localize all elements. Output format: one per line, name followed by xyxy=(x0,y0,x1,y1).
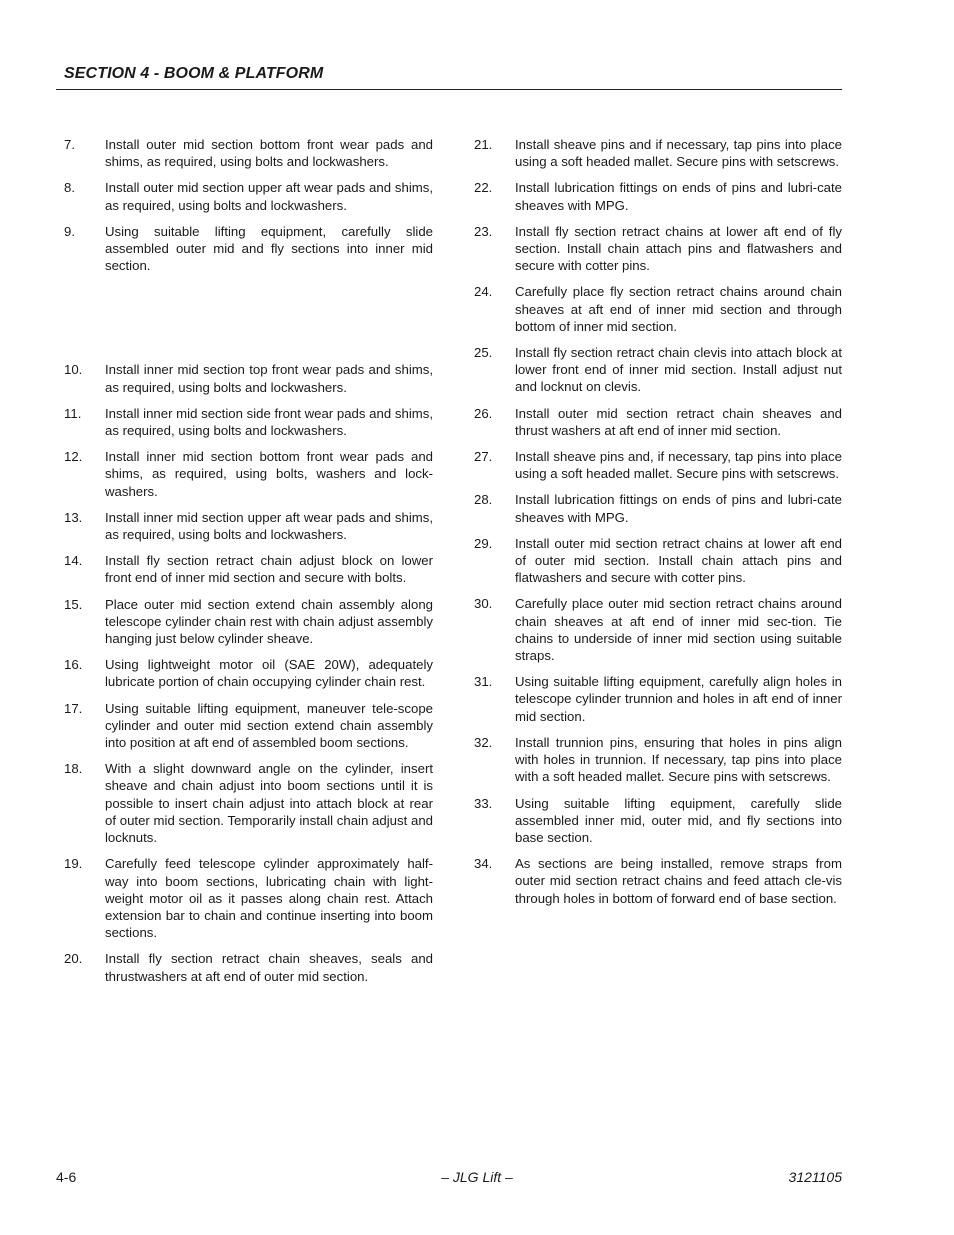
section-title: SECTION 4 - BOOM & PLATFORM xyxy=(64,65,324,82)
step-item xyxy=(474,673,842,725)
left-column xyxy=(64,136,433,994)
step-text: Install outer mid section retract chain sheaves and thrust washers at aft end of inner mid section. xyxy=(515,405,842,438)
step-item xyxy=(64,136,433,170)
step-item xyxy=(474,855,842,907)
step-number-text: 33. xyxy=(474,795,493,811)
step-item xyxy=(64,700,433,752)
step-item xyxy=(64,950,433,984)
step-text: Using lightweight motor oil (SAE 20W), adequately lubricate portion of chain occupying cylinder chain rest. xyxy=(105,657,433,690)
step-number xyxy=(64,448,105,500)
step-text: Install outer mid section retract chains at lower aft end of outer mid section. Install chain attach pins and flatwashers and secure with cotter pins. xyxy=(515,535,842,586)
right-steps xyxy=(474,136,842,907)
step-item xyxy=(64,552,433,586)
step-item xyxy=(64,855,433,941)
step-item xyxy=(64,509,433,543)
step-text: Install sheave pins and, if necessary, tap pins into place using a soft headed mallet. Secure pins with setscrews. xyxy=(515,449,842,482)
step-item xyxy=(474,223,842,275)
step-number xyxy=(64,950,105,984)
right-column xyxy=(474,136,842,916)
column-gap xyxy=(64,283,433,361)
step-item xyxy=(64,361,433,395)
step-number-text: 27. xyxy=(474,449,493,465)
step-number-text: 8. xyxy=(64,180,75,196)
step-number-text: 25. xyxy=(474,345,493,361)
step-text: Carefully place outer mid section retract chains around chain sheaves at aft end of inner mid sec-tion. Tie chains to underside of inner mid section using suitable straps. xyxy=(515,596,842,664)
step-number xyxy=(474,223,515,275)
step-text: Carefully place fly section retract chains around chain sheaves at aft end of inner mid section and through bottom of inner mid section. xyxy=(515,284,842,334)
step-number-text: 30. xyxy=(474,596,493,612)
step-text: Place outer mid section extend chain assembly along telescope cylinder chain rest with chain adjust assembly hanging just below cylinder sheave. xyxy=(105,596,433,647)
step-number-text: 32. xyxy=(474,734,493,750)
step-text: Carefully feed telescope cylinder approximately half-way into boom sections, lubricating chain with light-weight motor oil as it passes along chain rest. Attach extension bar to chain and continue inserting into boom sections. xyxy=(105,856,433,941)
step-item xyxy=(64,405,433,439)
step-number-text: 21. xyxy=(474,137,493,152)
step-item xyxy=(474,595,842,664)
step-item xyxy=(64,223,433,275)
document-number: 3121105 xyxy=(788,1169,842,1185)
step-number-text: 10. xyxy=(64,362,83,378)
step-number-text: 20. xyxy=(64,951,83,967)
step-number xyxy=(64,552,105,586)
header-rule xyxy=(56,89,842,90)
step-item xyxy=(64,596,433,648)
step-number-text: 19. xyxy=(64,856,83,872)
step-number xyxy=(474,734,515,786)
step-number xyxy=(474,855,515,907)
step-text: Install inner mid section bottom front wear pads and shims, as required, using bolts, washers and lock-washers. xyxy=(105,449,433,499)
step-number-text: 9. xyxy=(64,223,75,239)
step-text: With a slight downward angle on the cylinder, insert sheave and chain adjust into boom sections until it is possible to insert chain adjust into attach block at rear of outer mid section. Temporarily install chain adjust and locknuts. xyxy=(105,761,433,846)
step-text: Using suitable lifting equipment, carefully slide assembled outer mid and fly sections into inner mid section. xyxy=(105,223,433,274)
step-number-text: 7. xyxy=(64,137,75,152)
step-text: Using suitable lifting equipment, carefully slide assembled inner mid, outer mid, and fly sections into base section. xyxy=(515,795,842,845)
step-number xyxy=(474,535,515,587)
step-number xyxy=(474,448,515,482)
step-number xyxy=(64,509,105,543)
step-item xyxy=(474,491,842,525)
left-steps-group-b xyxy=(64,361,433,984)
step-number-text: 29. xyxy=(474,535,493,551)
step-item xyxy=(474,535,842,587)
step-number xyxy=(64,136,105,170)
left-steps-group-a xyxy=(64,136,433,274)
step-text: Install trunnion pins, ensuring that holes in pins align with holes in trunnion. If necessary, tap pins into place with a soft headed mallet. Secure pins with setscrews. xyxy=(515,734,842,785)
step-number xyxy=(64,596,105,648)
step-number-text: 12. xyxy=(64,449,83,465)
step-number-text: 17. xyxy=(64,700,83,716)
step-number xyxy=(64,223,105,275)
step-number xyxy=(64,656,105,690)
step-number xyxy=(474,595,515,664)
step-item xyxy=(64,656,433,690)
step-number xyxy=(64,700,105,752)
step-text: Install outer mid section bottom front wear pads and shims, as required, using bolts and lockwashers. xyxy=(105,137,433,170)
step-item xyxy=(474,179,842,213)
step-text: Install lubrication fittings on ends of pins and lubri-cate sheaves with MPG. xyxy=(515,492,842,525)
step-number-text: 13. xyxy=(64,509,83,525)
step-item xyxy=(64,179,433,213)
step-number-text: 11. xyxy=(64,405,82,421)
step-number xyxy=(474,179,515,213)
step-number-text: 16. xyxy=(64,657,83,673)
step-number-text: 28. xyxy=(474,492,493,508)
step-text: Install fly section retract chain sheaves, seals and thrustwashers at aft end of outer mid section. xyxy=(105,951,433,984)
step-text: Install outer mid section upper aft wear pads and shims, as required, using bolts and lockwashers. xyxy=(105,180,433,213)
step-number-text: 34. xyxy=(474,856,493,872)
step-number-text: 14. xyxy=(64,553,83,569)
step-item xyxy=(474,283,842,335)
step-number-text: 23. xyxy=(474,223,493,239)
step-item xyxy=(64,760,433,846)
step-number xyxy=(64,405,105,439)
footer-brand: – JLG Lift – xyxy=(441,1169,513,1185)
step-text: Install sheave pins and if necessary, tap pins into place using a soft headed mallet. Secure pins with setscrews. xyxy=(515,137,842,170)
step-item xyxy=(474,405,842,439)
step-item xyxy=(474,344,842,396)
step-number xyxy=(64,855,105,941)
step-number xyxy=(64,760,105,846)
step-text: As sections are being installed, remove straps from outer mid section retract chains and feed attach cle-vis through holes in bottom of forward end of base section. xyxy=(515,856,842,906)
step-number-text: 18. xyxy=(64,761,83,777)
step-number-text: 31. xyxy=(474,674,493,690)
step-text: Install fly section retract chain clevis into attach block at lower front end of inner mid section. Install adjust nut and locknut on clevis. xyxy=(515,345,842,395)
step-item xyxy=(474,795,842,847)
step-number xyxy=(474,136,515,170)
step-item xyxy=(64,448,433,500)
step-number-text: 26. xyxy=(474,405,493,421)
step-item xyxy=(474,734,842,786)
step-text: Using suitable lifting equipment, carefully align holes in telescope cylinder trunnion and holes in aft end of inner mid section. xyxy=(515,674,842,724)
step-item xyxy=(474,448,842,482)
step-text: Install inner mid section side front wear pads and shims, as required, using bolts and lockwashers. xyxy=(105,405,433,439)
step-number xyxy=(474,344,515,396)
page-number: 4-6 xyxy=(56,1169,77,1185)
step-text: Install fly section retract chains at lower aft end of fly section. Install chain attach pins and flatwashers and secure with cotter pins. xyxy=(515,223,842,274)
step-text: Install lubrication fittings on ends of pins and lubri-cate sheaves with MPG. xyxy=(515,180,842,213)
step-number xyxy=(64,361,105,395)
step-number xyxy=(474,795,515,847)
step-text: Install inner mid section upper aft wear pads and shims, as required, using bolts and lockwashers. xyxy=(105,509,433,543)
step-item xyxy=(474,136,842,170)
step-text: Install inner mid section top front wear pads and shims, as required, using bolts and lockwashers. xyxy=(105,362,433,395)
step-number-text: 22. xyxy=(474,180,493,196)
step-number xyxy=(474,283,515,335)
step-text: Using suitable lifting equipment, maneuver tele-scope cylinder and outer mid section extend chain assembly into position at aft end of assembled boom sections. xyxy=(105,700,433,751)
step-text: Install fly section retract chain adjust block on lower front end of inner mid section and secure with bolts. xyxy=(105,553,433,586)
step-number xyxy=(474,491,515,525)
step-number xyxy=(474,673,515,725)
step-number xyxy=(64,179,105,213)
step-number-text: 15. xyxy=(64,596,83,612)
step-number xyxy=(474,405,515,439)
step-number-text: 24. xyxy=(474,284,493,300)
